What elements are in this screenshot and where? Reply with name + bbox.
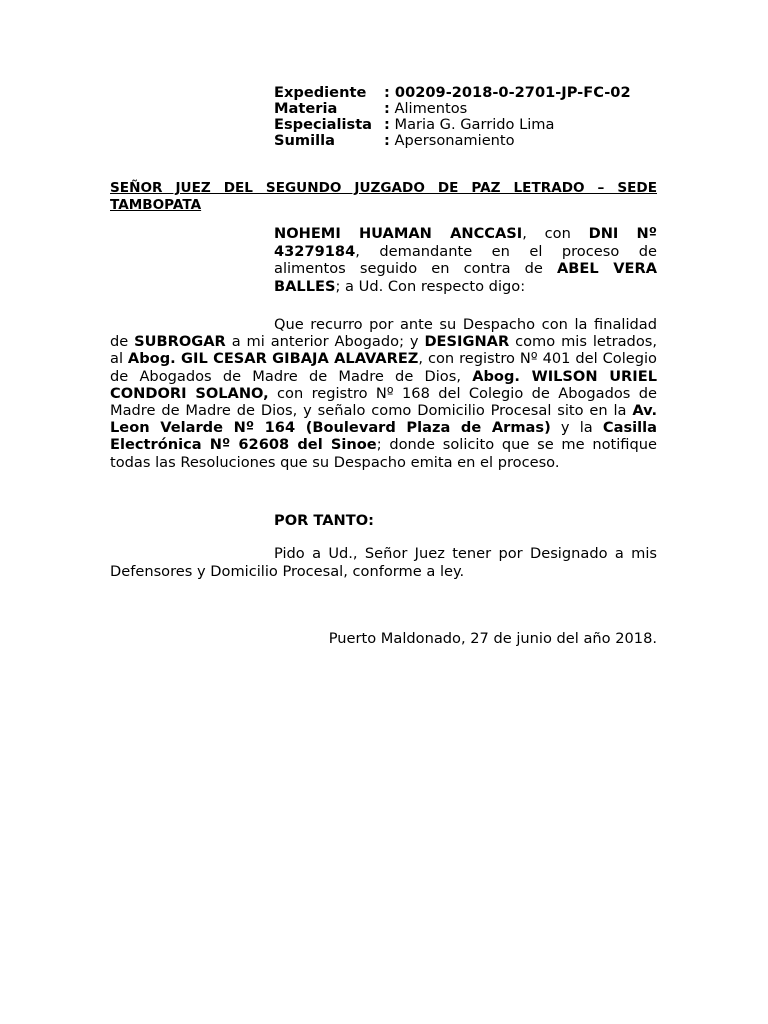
materia-label: Materia	[274, 100, 338, 117]
request-paragraph: Pido a Ud., Señor Juez tener por Designado a mis Defensores y Domicilio Procesal, conforme a ley.	[110, 545, 657, 580]
defendant-name: ABEL VERA BALLES	[274, 260, 657, 295]
materia-colon: :	[384, 100, 390, 117]
case-header	[274, 85, 631, 149]
especialista-label: Especialista	[274, 116, 373, 133]
dni: DNI Nº 43279184	[274, 225, 657, 260]
especialista-row	[274, 117, 631, 133]
main-paragraph: Que recurro por ante su Despacho con la finalidad de SUBROGAR a mi anterior Abogado; y DESIGNAR como mis letrados, al Abog. GIL CESAR GIBAJA ALAVAREZ, con registro Nº 401 del Colegio de Abogados de Madre de Madre de Dios, Abog. WILSON URIEL CONDORI SOLANO, con registro Nº 168 del Colegio de Abogados de Madre de Madre de Dios, y señalo como Domicilio Procesal sito en la Av. Leon Velarde Nº 164 (Boulevard Plaza de Armas) y la Casilla Electrónica Nº 62608 del Sinoe; donde solicito que se me notifique todas las Resoluciones que su Despacho emita en el proceso.	[110, 316, 657, 471]
sumilla-colon: :	[384, 132, 390, 149]
party-paragraph: NOHEMI HUAMAN ANCCASI, con DNI Nº 43279184, demandante en el proceso de alimentos seguido en contra de ABEL VERA BALLES; a Ud. Con respecto digo:	[274, 225, 657, 295]
materia-row	[274, 101, 631, 117]
subrogar-term: SUBROGAR	[134, 333, 226, 351]
sumilla-label: Sumilla	[274, 132, 335, 149]
place-date: Puerto Maldonado, 27 de junio del año 2018.	[328, 630, 657, 647]
sumilla-value: Apersonamiento	[394, 132, 515, 149]
lawyer-1: Abog. GIL CESAR GIBAJA ALAVAREZ	[127, 350, 419, 368]
materia-value: Alimentos	[394, 100, 468, 117]
especialista-colon: :	[384, 116, 390, 133]
addressee-heading	[110, 180, 657, 214]
por-tanto-heading: POR TANTO:	[274, 512, 374, 529]
electronic-box: Casilla Electrónica Nº 62608 del Sinoe	[110, 419, 657, 454]
addressee-line-1: SEÑOR JUEZ DEL SEGUNDO JUZGADO DE PAZ LETRADO – SEDE	[110, 180, 657, 196]
lawyer-2: Abog. WILSON URIEL CONDORI SOLANO,	[110, 367, 657, 402]
expediente-row	[274, 85, 631, 101]
especialista-value: Maria G. Garrido Lima	[394, 116, 555, 133]
sumilla-row	[274, 133, 631, 149]
addressee-line-2: TAMBOPATA	[110, 197, 202, 213]
designar-term: DESIGNAR	[424, 333, 510, 351]
procedural-address: Av. Leon Velarde Nº 164 (Boulevard Plaza de Armas)	[110, 402, 657, 437]
expediente-label: Expediente	[274, 84, 367, 101]
expediente-value: : 00209-2018-0-2701-JP-FC-02	[384, 84, 631, 101]
plaintiff-name: NOHEMI HUAMAN ANCCASI	[274, 225, 523, 242]
